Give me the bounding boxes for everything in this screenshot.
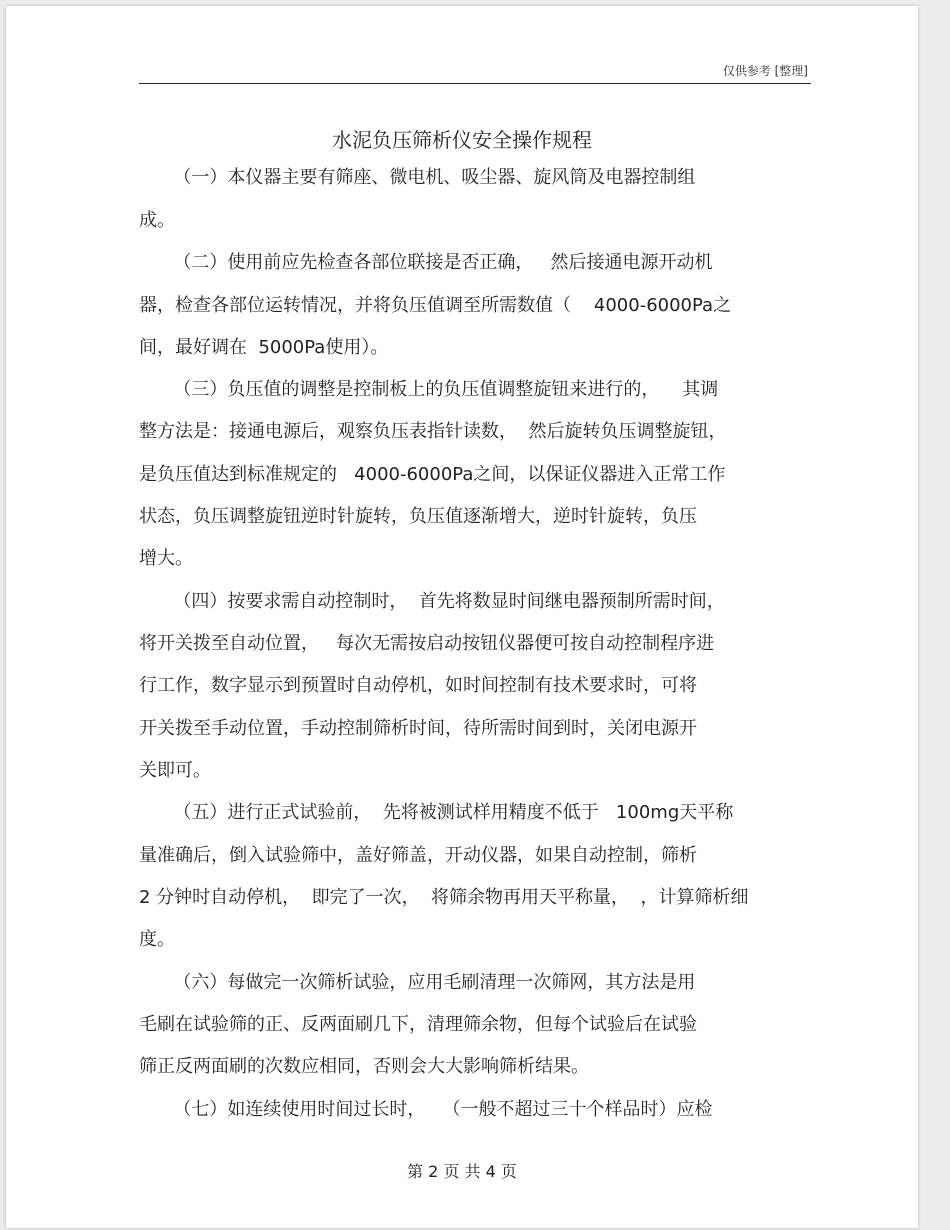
body-line: 毛刷在试验筛的正、反两面刷几下，清理筛余物，但每个试验后在试验: [139, 1014, 697, 1035]
body-line: （七）如连续使用时间过长时， （一般不超过三十个样品时）应检: [139, 1099, 713, 1120]
body-line: 2 分钟时自动停机， 即完了一次， 将筛余物再用天平称量， ，计算筛析细: [139, 887, 749, 908]
body-line: 量准确后，倒入试验筛中，盖好筛盖，开动仪器，如果自动控制，筛析: [139, 845, 697, 866]
body-line: 整方法是：接通电源后，观察负压表指针读数， 然后旋转负压调整旋钮，: [139, 421, 727, 442]
document-title: 水泥负压筛析仪安全操作规程: [332, 128, 592, 152]
body-line: （六）每做完一次筛析试验，应用毛刷清理一次筛网，其方法是用: [139, 972, 696, 993]
page-number: 第 2 页 共 4 页: [407, 1162, 517, 1181]
body-line: 增大。: [139, 548, 193, 569]
body-line: 行工作，数字显示到预置时自动停机，如时间控制有技术要求时，可将: [139, 675, 697, 696]
body-line: 器，检查各部位运转情况，并将负压值调至所需数值（ 4000-6000Pa之: [139, 295, 732, 316]
body-line: 成。: [139, 210, 175, 231]
body-line: 将开关拨至自动位置， 每次无需按启动按钮仪器便可按自动控制程序进: [139, 633, 715, 654]
body-line: 是负压值达到标准规定的 4000-6000Pa之间，以保证仪器进入正常工作: [139, 464, 726, 485]
body-line: 间，最好调在 5000Pa使用）。: [139, 337, 389, 358]
body-line: （二）使用前应先检查各部位联接是否正确， 然后接通电源开动机: [139, 252, 713, 273]
header-divider: [139, 83, 811, 84]
body-line: 状态，负压调整旋钮逆时针旋转，负压值逐渐增大，逆时针旋转，负压: [139, 506, 697, 527]
body-line: （五）进行正式试验前， 先将被测试样用精度不低于 100mg天平称: [139, 802, 734, 823]
body-line: （四）按要求需自动控制时， 首先将数显时间继电器预制所需时间，: [139, 591, 725, 612]
body-line: （三）负压值的调整是控制板上的负压值调整旋钮来进行的， 其调: [139, 379, 719, 400]
body-line: 关即可。: [139, 760, 211, 781]
header-label: 仅供参考 [整理]: [722, 64, 808, 78]
document-page: [6, 6, 918, 1228]
body-line: 开关拨至手动位置，手动控制筛析时间，待所需时间到时，关闭电源开: [139, 718, 697, 739]
body-line: 筛正反两面刷的次数应相同，否则会大大影响筛析结果。: [139, 1056, 589, 1077]
body-line: （一）本仪器主要有筛座、微电机、吸尘器、旋风筒及电器控制组: [139, 167, 696, 188]
body-line: 度。: [139, 929, 175, 950]
